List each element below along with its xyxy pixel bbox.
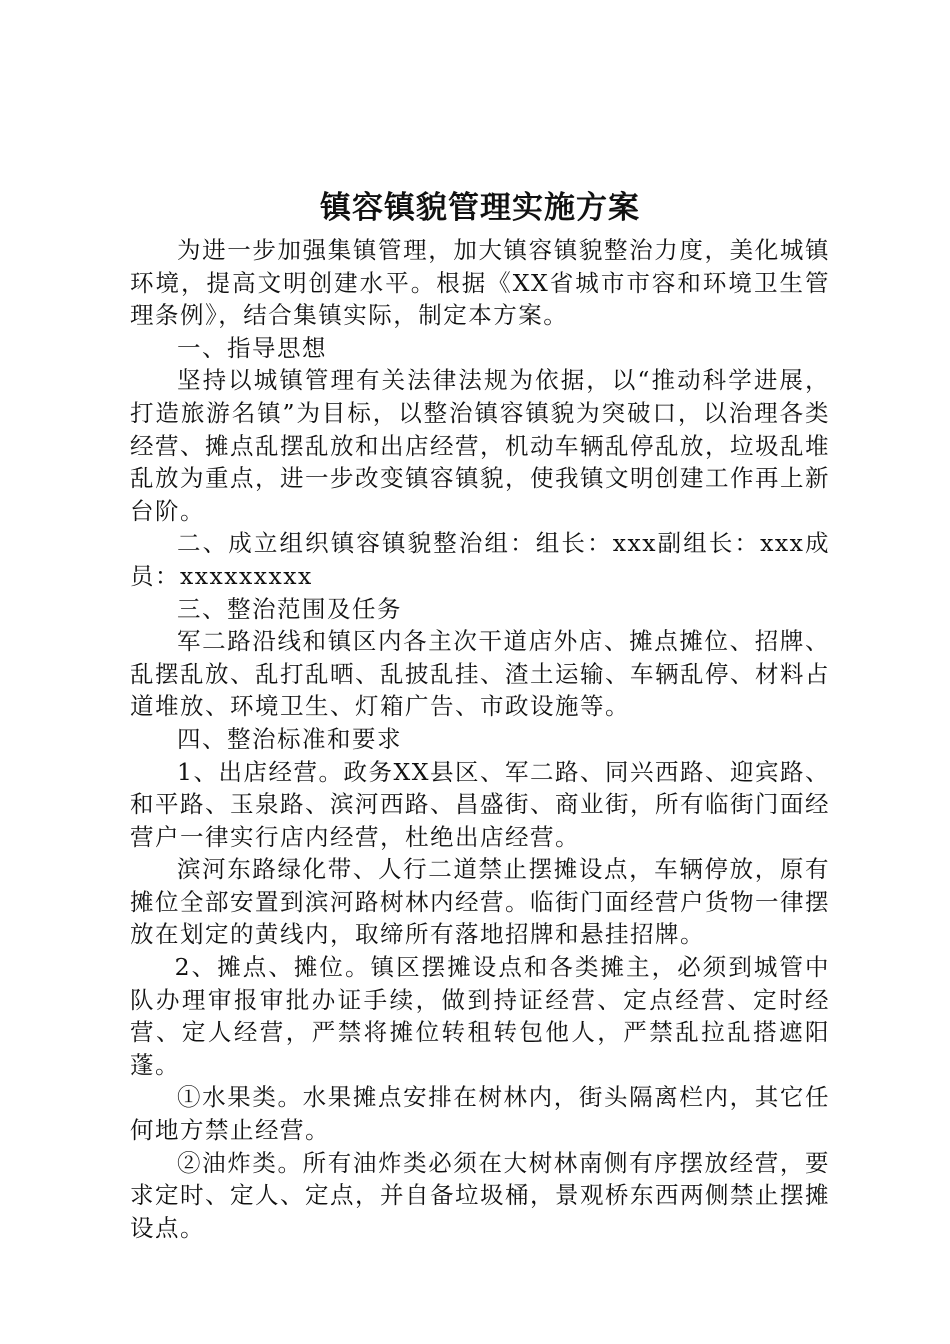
intro-paragraph: 为进一步加强集镇管理，加大镇容镇貌整治力度，美化城镇环境，提高文明创建水平。根据《XX省城市市容和环境卫生管理条例》，结合集镇实际，制定本方案。	[130, 236, 830, 330]
guiding-thought-paragraph: 坚持以城镇管理有关法律法规为依据，以“推动科学进展，打造旅游名镇”为目标，以整治镇容镇貌为突破口，以治理各类经营、摊点乱摆乱放和出店经营，机动车辆乱停乱放，垃圾乱堆乱放为重点，进一步改变镇容镇貌，使我镇文明创建工作再上新台阶。	[130, 366, 830, 525]
fried-food-paragraph: ②油炸类。所有油炸类必须在大树林南侧有序摆放经营，要求定时、定人、定点，并自备垃圾桶，景观桥东西两侧禁止摆摊设点。	[130, 1148, 830, 1242]
standard-item-1-continued-paragraph: 滨河东路绿化带、人行二道禁止摆摊设点，车辆停放，原有摊位全部安置到滨河路树林内经营。临街门面经营户货物一律摆放在划定的黄线内，取缔所有落地招牌和悬挂招牌。	[130, 855, 830, 949]
section-organization-paragraph: 二、成立组织镇容镇貌整治组：组长：xxx副组长：xxx成员：xxxxxxxxx	[130, 529, 830, 590]
section-heading-guiding-thought: 一、指导思想	[177, 333, 327, 362]
fruit-stall-paragraph: ①水果类。水果摊点安排在树林内，街头隔离栏内，其它任何地方禁止经营。	[130, 1083, 830, 1145]
standard-item-2-paragraph: 2、摊点、摊位。镇区摆摊设点和各类摊主，必须到城管中队办理审报审批办证手续，做到持证经营、定点经营、定时经营、定人经营，严禁将摊位转租转包他人，严禁乱拉乱搭遮阳蓬。	[130, 953, 830, 1079]
document-page	[130, 186, 830, 1244]
standard-item-1-paragraph: 1、出店经营。政务XX县区、军二路、同兴西路、迎宾路、和平路、玉泉路、滨河西路、昌盛街、商业街，所有临街门面经营户一律实行店内经营，杜绝出店经营。	[130, 757, 830, 851]
scope-paragraph: 军二路沿线和镇区内各主次干道店外店、摊点摊位、招牌、乱摆乱放、乱打乱晒、乱披乱挂、渣土运输、车辆乱停、材料占道堆放、环境卫生、灯箱广告、市政设施等。	[130, 627, 830, 721]
section-heading-scope: 三、整治范围及任务	[177, 594, 402, 623]
section-heading-standards: 四、整治标准和要求	[177, 724, 402, 753]
document-title: 镇容镇貌管理实施方案	[320, 190, 640, 226]
